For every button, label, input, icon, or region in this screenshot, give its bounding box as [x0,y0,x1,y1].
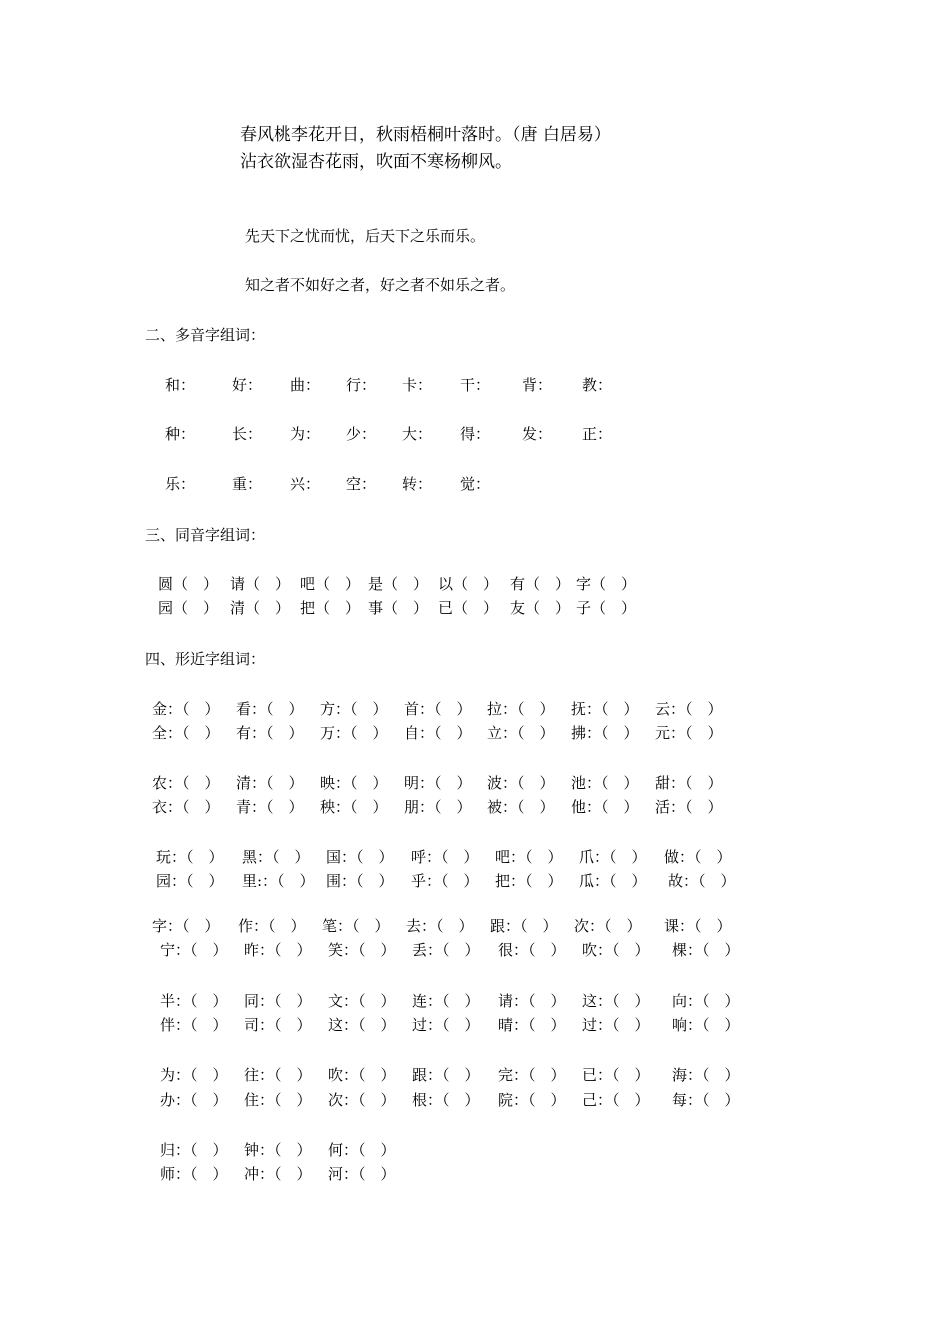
similar-char: 看：（ ） [236,700,304,718]
polyphonic-char: 转： [402,475,433,493]
similar-char: 院：（ ） [498,1091,566,1109]
homophone-char: 请（ ） [230,575,291,593]
similar-char: 立：（ ） [487,724,555,742]
poem-line-2: 沾衣欲湿杏花雨，吹面不寒杨柳风。 [240,152,512,172]
similar-char: 活：（ ） [655,798,723,816]
similar-char: 笔：（ ） [322,917,390,935]
similar-char: 拉：（ ） [487,700,555,718]
similar-char: 方：（ ） [320,700,388,718]
polyphonic-char: 卡： [402,376,433,394]
polyphonic-char: 背： [522,376,553,394]
similar-char: 青：（ ） [236,798,304,816]
similar-char: 己：（ ） [582,1091,650,1109]
similar-char: 首：（ ） [404,700,472,718]
similar-char: 钟：（ ） [244,1141,312,1159]
polyphonic-char: 发： [522,425,553,443]
polyphonic-char: 大： [402,425,433,443]
similar-char: 园：（ ） [156,872,224,890]
similar-char: 做：（ ） [664,848,732,866]
similar-char: 吹：（ ） [582,941,650,959]
similar-char: 甜：（ ） [655,774,723,792]
quote-line-2: 知之者不如好之者，好之者不如乐之者。 [245,276,516,294]
similar-char: 秧：（ ） [320,798,388,816]
polyphonic-char: 兴： [290,475,321,493]
similar-char: 明：（ ） [404,774,472,792]
homophone-char: 有（ ） [510,575,571,593]
polyphonic-char: 空： [346,475,377,493]
similar-char: 故：（ ） [668,872,736,890]
similar-char: 过：（ ） [582,1016,650,1034]
similar-char: 过：（ ） [412,1016,480,1034]
similar-char: 丢：（ ） [412,941,480,959]
similar-char: 跟：（ ） [490,917,558,935]
polyphonic-char: 少： [346,425,377,443]
polyphonic-char: 得： [460,425,491,443]
similar-char: 去：（ ） [406,917,474,935]
similar-char: 金：（ ） [152,700,220,718]
similar-char: 文：（ ） [328,992,396,1010]
similar-char: 围：（ ） [326,872,394,890]
similar-char: 朋：（ ） [404,798,472,816]
similar-char: 国：（ ） [326,848,394,866]
polyphonic-char: 觉： [460,475,491,493]
similar-char: 云：（ ） [655,700,723,718]
similar-char: 伴：（ ） [160,1016,228,1034]
similar-char: 他：（ ） [571,798,639,816]
homophone-char: 把（ ） [300,599,361,617]
similar-char: 乎：（ ） [411,872,479,890]
similar-char: 万：（ ） [320,724,388,742]
homophone-char: 圆（ ） [158,575,219,593]
similar-char: 瓜：（ ） [579,872,647,890]
polyphonic-char: 为： [290,425,321,443]
polyphonic-char: 长： [232,425,263,443]
similar-char: 完：（ ） [498,1066,566,1084]
polyphonic-char: 和： [165,376,196,394]
homophone-char: 友（ ） [510,599,571,617]
polyphonic-char: 教： [582,376,613,394]
homophone-char: 是（ ） [368,575,429,593]
similar-char: 池：（ ） [571,774,639,792]
similar-char: 归：（ ） [160,1141,228,1159]
similar-char: 跟：（ ） [412,1066,480,1084]
similar-char: 宁：（ ） [160,941,228,959]
similar-char: 向：（ ） [672,992,740,1010]
homophone-char: 已（ ） [438,599,499,617]
similar-char: 海：（ ） [672,1066,740,1084]
homophone-char: 吧（ ） [300,575,361,593]
similar-char: 作：（ ） [238,917,306,935]
homophone-char: 字（ ） [576,575,637,593]
similar-char: 字：（ ） [152,917,220,935]
similar-char: 响：（ ） [672,1016,740,1034]
homophone-char: 事（ ） [368,599,429,617]
homophone-char: 清（ ） [230,599,291,617]
similar-char: 司：（ ） [244,1016,312,1034]
similar-char: 往：（ ） [244,1066,312,1084]
polyphonic-char: 干： [460,376,491,394]
similar-char: 请：（ ） [498,992,566,1010]
similar-char: 被：（ ） [487,798,555,816]
similar-char: 办：（ ） [160,1091,228,1109]
homophone-char: 园（ ） [158,599,219,617]
similar-char: 拂：（ ） [571,724,639,742]
similar-char: 半：（ ） [160,992,228,1010]
polyphonic-char: 种： [165,425,196,443]
similar-char: 有：（ ） [236,724,304,742]
similar-char: 映：（ ） [320,774,388,792]
section-heading-similar: 四、形近字组词： [145,650,266,668]
polyphonic-char: 行： [346,376,377,394]
similar-char: 这：（ ） [328,1016,396,1034]
similar-char: 自：（ ） [404,724,472,742]
similar-char: 清：（ ） [236,774,304,792]
similar-char: 吹：（ ） [328,1066,396,1084]
polyphonic-char: 好： [232,376,263,394]
similar-char: 河：（ ） [328,1165,396,1183]
similar-char: 每：（ ） [672,1091,740,1109]
similar-char: 晴：（ ） [498,1016,566,1034]
similar-char: 笑：（ ） [328,941,396,959]
similar-char: 农：（ ） [152,774,220,792]
quote-line-1: 先天下之忧而忧，后天下之乐而乐。 [245,227,486,245]
similar-char: 为：（ ） [160,1066,228,1084]
similar-char: 抚：（ ） [571,700,639,718]
similar-char: 师：（ ） [160,1165,228,1183]
similar-char: 同：（ ） [244,992,312,1010]
section-heading-homophone: 三、同音字组词： [145,526,266,544]
similar-char: 课：（ ） [664,917,732,935]
similar-char: 爪：（ ） [579,848,647,866]
similar-char: 冲：（ ） [244,1165,312,1183]
similar-char: 呼：（ ） [411,848,479,866]
homophone-char: 子（ ） [576,599,637,617]
similar-char: 波：（ ） [487,774,555,792]
similar-char: 根：（ ） [412,1091,480,1109]
similar-char: 黑：（ ） [242,848,310,866]
polyphonic-char: 曲： [290,376,321,394]
similar-char: 吧：（ ） [495,848,563,866]
polyphonic-char: 重： [232,475,263,493]
similar-char: 住：（ ） [244,1091,312,1109]
similar-char: 衣：（ ） [152,798,220,816]
similar-char: 里:：（ ） [242,872,315,890]
similar-char: 连：（ ） [412,992,480,1010]
section-heading-polyphonic: 二、多音字组词： [145,326,266,344]
similar-char: 已：（ ） [582,1066,650,1084]
homophone-char: 以（ ） [438,575,499,593]
similar-char: 次：（ ） [328,1091,396,1109]
similar-char: 棵：（ ） [672,941,740,959]
similar-char: 全：（ ） [152,724,220,742]
polyphonic-char: 乐： [165,475,196,493]
poem-line-1: 春风桃李花开日，秋雨梧桐叶落时。（唐 白居易） [240,125,611,145]
similar-char: 次：（ ） [574,917,642,935]
polyphonic-char: 正： [582,425,613,443]
similar-char: 昨：（ ） [244,941,312,959]
similar-char: 很：（ ） [498,941,566,959]
similar-char: 把：（ ） [495,872,563,890]
similar-char: 这：（ ） [582,992,650,1010]
similar-char: 何：（ ） [328,1141,396,1159]
similar-char: 元：（ ） [655,724,723,742]
similar-char: 玩：（ ） [156,848,224,866]
